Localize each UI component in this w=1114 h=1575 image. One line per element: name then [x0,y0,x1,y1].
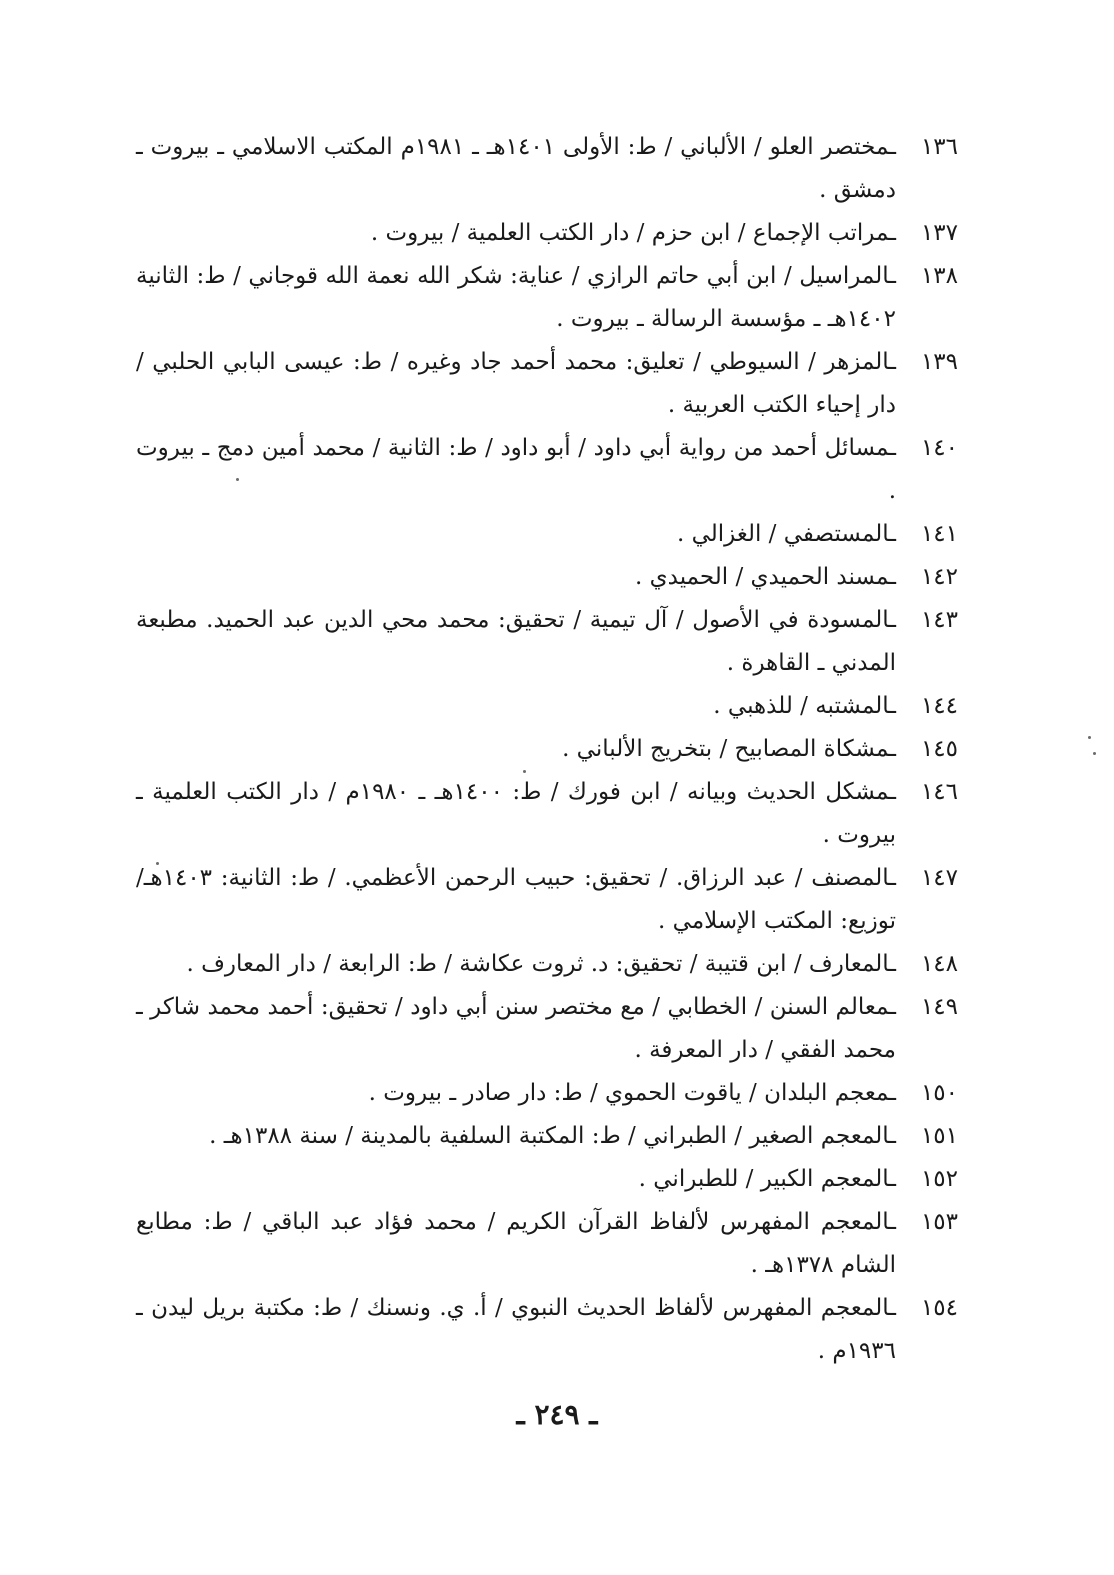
bibliography-entry-153 [136,1201,958,1287]
entry-text: ـمعالم السنن / الخطابي / مع مختصر سنن أبي داود / تحقيق: أحمد محمد شاكر ـ محمد الفقي / دار المعرفة . [136,994,896,1063]
scan-speck [1088,736,1091,739]
entry-number: ١٤٣ [920,607,958,633]
entry-number: ١٤٦ [920,779,958,805]
bibliography-entry-145 [136,728,958,771]
entry-text: ـمشكل الحديث وبيانه / ابن فورك / ط: ١٤٠٠هـ ـ ١٩٨٠م / دار الكتب العلمية ـ بيروت . [136,779,896,848]
entry-text: ـالمستصفي / الغزالي . [676,521,896,547]
entry-number: ١٣٩ [920,349,958,375]
page-number: ـ ٢٤٩ ـ [516,1398,598,1431]
bibliography-entry-151 [136,1115,958,1158]
bibliography-entry-137 [136,212,958,255]
entry-number: ١٤٨ [920,951,958,977]
entry-text: ـالمعجم الصغير / الطبراني / ط: المكتبة السلفية بالمدينة / سنة ١٣٨٨هـ . [209,1123,896,1149]
bibliography-entry-149 [136,986,958,1072]
entry-text: ـمسائل أحمد من رواية أبي داود / أبو داود / ط: الثانية / محمد أمين دمج ـ بيروت . [136,435,896,504]
entry-number: ١٤١ [920,521,958,547]
bibliography-entry-147 [136,857,958,943]
bibliography-entry-141 [136,513,958,556]
entry-text: ـالمسودة في الأصول / آل تيمية / تحقيق: محمد محي الدين عبد الحميد. مطبعة المدني ـ القاهرة . [136,607,896,676]
entry-text: ـالمعجم المفهرس لألفاظ الحديث النبوي / أ. ي. ونسنك / ط: مكتبة بريل ليدن ـ ١٩٣٦م . [136,1295,896,1364]
bibliography-entry-154 [136,1287,958,1373]
entry-text: ـمعجم البلدان / ياقوت الحموي / ط: دار صادر ـ بيروت . [368,1080,896,1106]
entry-text: ـالمشتبه / للذهبي . [713,693,896,719]
entry-number: ١٣٦ [920,134,958,160]
scan-speck [1093,752,1096,755]
entry-number: ١٤٢ [920,564,958,590]
bibliography-entry-148 [136,943,958,986]
entry-text: ـمختصر العلو / الألباني / ط: الأولى ١٤٠١هـ ـ ١٩٨١م المكتب الاسلامي ـ بيروت ـ دمشق . [136,134,896,203]
entry-number: ١٥٤ [920,1295,958,1321]
bibliography-entry-142 [136,556,958,599]
entry-number: ١٥٢ [920,1166,958,1192]
entry-number: ١٣٧ [920,220,958,246]
bibliography-entry-143 [136,599,958,685]
bibliography-entry-138 [136,255,958,341]
entry-number: ١٥٠ [920,1080,958,1106]
scan-speck [523,770,526,773]
entry-number: ١٤٠ [920,435,958,461]
bibliography-list [136,126,958,1373]
bibliography-entry-139 [136,341,958,427]
entry-text: ـالمعجم الكبير / للطبراني . [638,1166,896,1192]
entry-text: ـالمعجم المفهرس لألفاظ القرآن الكريم / محمد فؤاد عبد الباقي / ط: مطابع الشام ١٣٧٨هـ . [136,1209,896,1278]
entry-text: ـمسند الحميدي / الحميدي . [635,564,896,590]
entry-number: ١٣٨ [920,263,958,289]
scan-speck [236,478,239,481]
bibliography-entry-136 [136,126,958,212]
bibliography-entry-144 [136,685,958,728]
entry-text: ـمراتب الإجماع / ابن حزم / دار الكتب العلمية / بيروت . [370,220,896,246]
entry-number: ١٤٥ [920,736,958,762]
entry-text: ـمشكاة المصابيح / بتخريج الألباني . [562,736,896,762]
entry-text: ـالمصنف / عبد الرزاق. / تحقيق: حبيب الرحمن الأعظمي. / ط: الثانية: ١٤٠٣هـ/ توزيع: المكتب الإسلامي . [136,865,896,934]
scan-speck [156,862,159,865]
entry-number: ١٤٩ [920,994,958,1020]
entry-number: ١٥٣ [920,1209,958,1235]
entry-number: ١٥١ [920,1123,958,1149]
bibliography-entry-150 [136,1072,958,1115]
entry-number: ١٤٧ [920,865,958,891]
entry-text: ـالمزهر / السيوطي / تعليق: محمد أحمد جاد وغيره / ط: عيسى البابي الحلبي / دار إحياء الكتب العربية . [136,349,896,418]
entry-number: ١٤٤ [920,693,958,719]
entry-text: ـالمراسيل / ابن أبي حاتم الرازي / عناية: شكر الله نعمة الله قوجاني / ط: الثانية ١٤٠٢هـ ـ مؤسسة الرسالة ـ بيروت . [136,263,896,332]
bibliography-entry-140 [136,427,958,513]
bibliography-entry-152 [136,1158,958,1201]
entry-text: ـالمعارف / ابن قتيبة / تحقيق: د. ثروت عكاشة / ط: الرابعة / دار المعارف . [186,951,896,977]
bibliography-entry-146 [136,771,958,857]
